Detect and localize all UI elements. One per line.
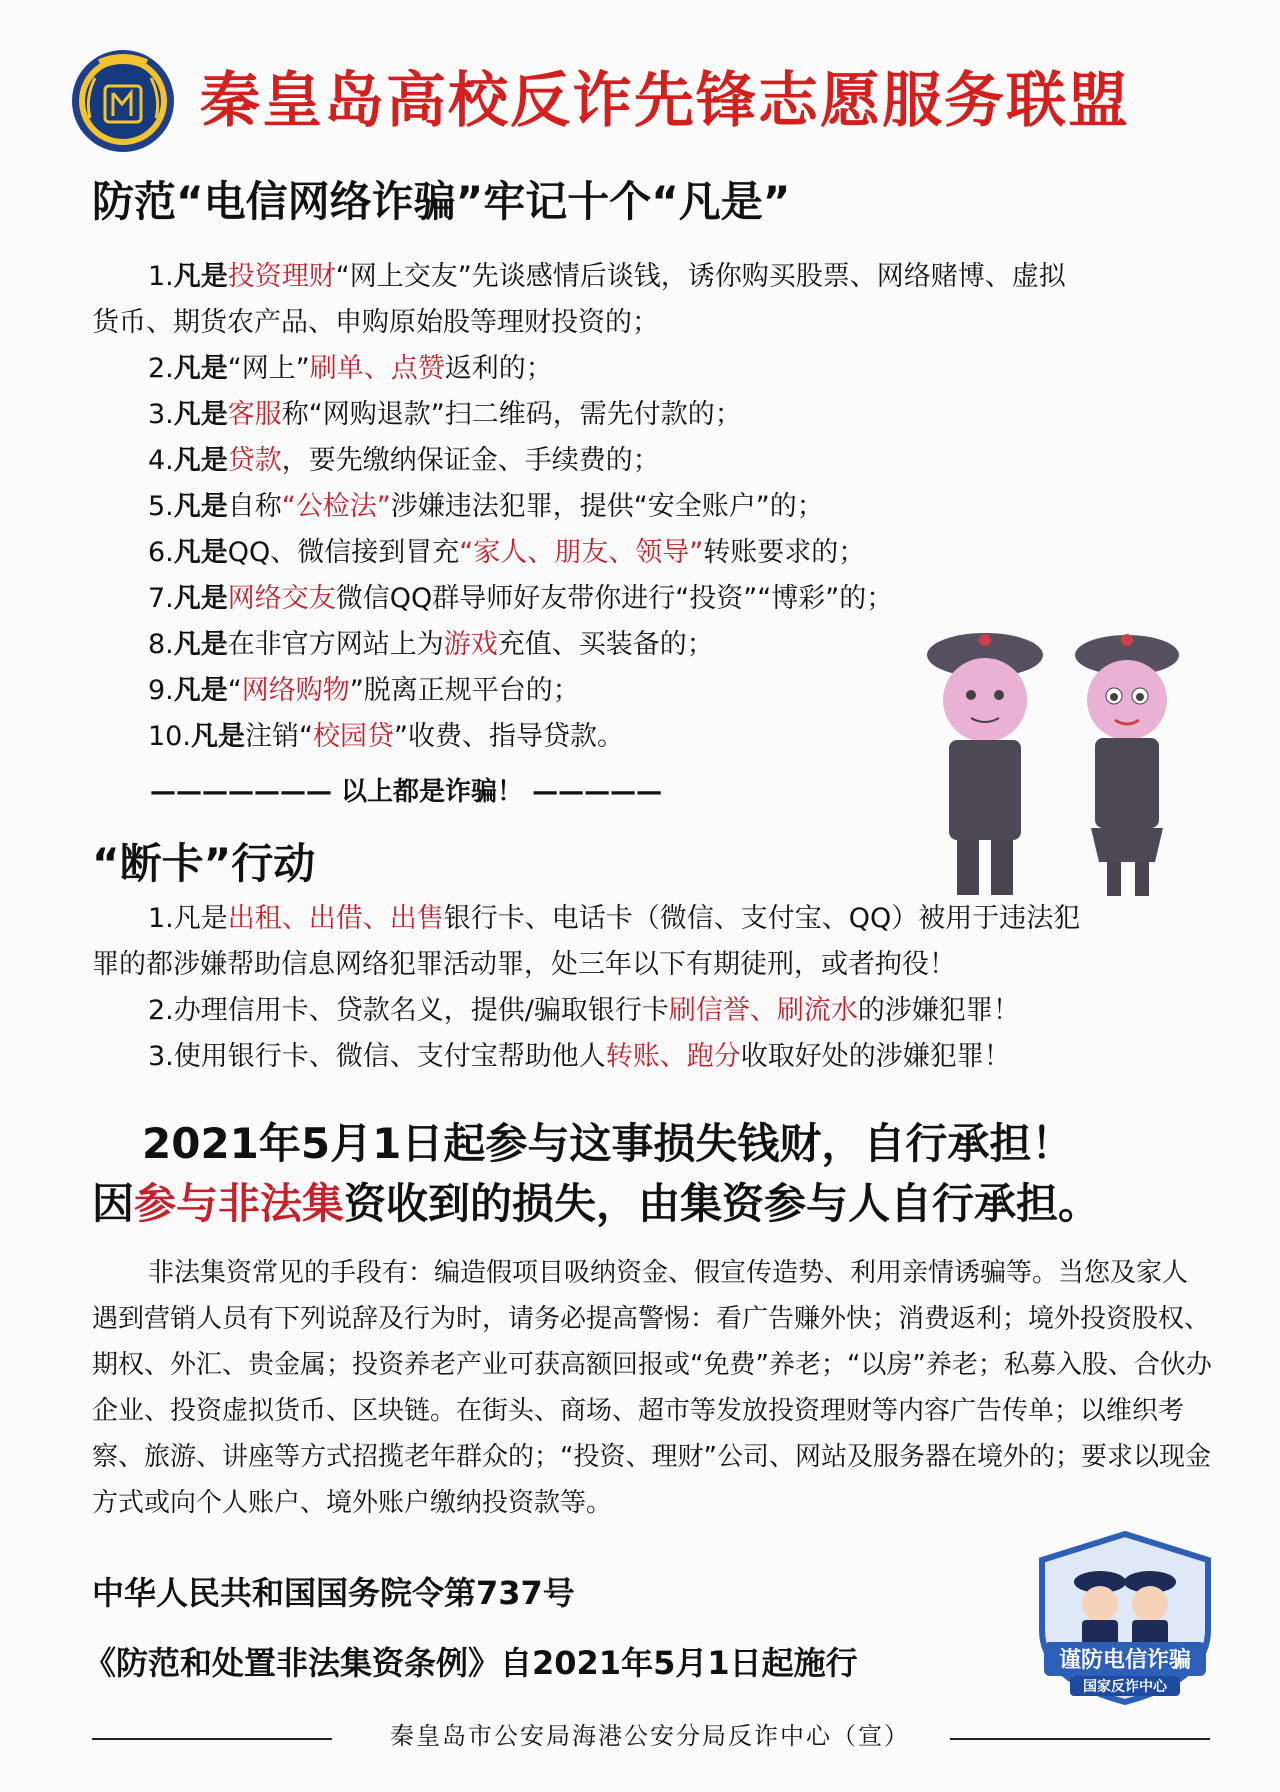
rule-number: 4. <box>148 445 174 476</box>
duanka-item-1-prefix: 1.凡是 <box>148 903 228 934</box>
rule-highlight: 游戏 <box>443 629 498 660</box>
illegal-fundraising-body <box>92 1250 1212 1526</box>
rule-text: 涉嫌违法犯罪，提供“安全账户”的； <box>390 491 824 522</box>
rule-text: 称“网购退款”扫二维码，需先付款的； <box>281 399 742 430</box>
police-officers-illustration <box>905 600 1205 900</box>
rule-keyword: 凡是 <box>173 261 228 292</box>
rule-highlight: 贷款 <box>227 445 282 476</box>
duanka-item-1-highlight: 出租、出借、出售 <box>227 903 444 934</box>
rule-keyword: 凡是 <box>173 399 228 430</box>
header <box>70 48 1230 158</box>
illegal-fundraising-text: 非法集资常见的手段有：编造假项目吸纳资金、假宣传造势、利用亲情诱骗等。当您及家人遇到营销人员有下列说辞及行为时，请务必提高警惕：看广告赚外快；消费返利；境外投资股权、期权、外汇、贵金属；投资养老产业可获高额回报或“免费”养老；“以房”养老；私募入股、合伙办企业、投资虚拟货币、区块链。在街头、商场、超市等发放投资理财等内容广告传单；以维织考察、旅游、讲座等方式招揽老年群众的；“投资、理财”公司、网站及服务器在境外的；要求以现金方式或向个人账户、境外账户缴纳投资款等。 <box>92 1258 1212 1518</box>
rule-item <box>148 484 824 530</box>
rule-keyword: 凡是 <box>173 583 228 614</box>
headline-illegal-fundraising <box>92 1176 1100 1232</box>
duanka-item-3 <box>148 1034 1011 1080</box>
rule-item <box>148 714 624 760</box>
rule-highlight: 网络交友 <box>227 583 336 614</box>
footer-issuer: 秦皇岛市公安局海港公安分局反诈中心（宣） <box>390 1722 910 1750</box>
section-title-duanka: “断卡”行动 <box>92 839 316 888</box>
rule-item <box>148 254 1066 300</box>
rule-number: 9. <box>148 675 174 706</box>
duanka-item-2-prefix: 2.办理信用卡、贷款名义，提供/骗取银行卡 <box>148 995 669 1026</box>
rule-number: 5. <box>148 491 174 522</box>
rule-text: 充值、买装备的； <box>497 629 714 660</box>
rule-number: 1. <box>148 261 174 292</box>
duanka-item-1-text: 银行卡、电话卡（微信、支付宝、QQ）被用于违法犯 <box>443 903 1081 934</box>
duanka-item-3-highlight: 转账、跑分 <box>605 1041 741 1072</box>
rule-highlight: 校园贷 <box>312 721 394 752</box>
headline-text: 资收到的损失，由集资参与人自行承担。 <box>344 1179 1101 1228</box>
rule-item <box>148 346 553 392</box>
rule-item <box>148 576 893 622</box>
rule-keyword: 凡是 <box>173 445 228 476</box>
fraud-divider: ——————— 以上都是诈骗！ ————— <box>150 777 663 807</box>
duanka-item-3-text: 收取好处的涉嫌犯罪！ <box>740 1041 1011 1072</box>
rule-text: ”脱离正规平台的； <box>349 675 580 706</box>
rule-prefix: 自称 <box>227 491 282 522</box>
rule-highlight: “家人、朋友、领导” <box>459 537 704 568</box>
rule-text: 转账要求的； <box>703 537 866 568</box>
duanka-item-2 <box>148 988 1020 1034</box>
headline-prefix: 因 <box>92 1179 135 1228</box>
rule-number: 3. <box>148 399 174 430</box>
rule-item <box>148 622 714 668</box>
footer-rule-right <box>950 1738 1210 1740</box>
rule-highlight: 客服 <box>227 399 282 430</box>
section-title-ten-rules: 防范“电信网络诈骗”牢记十个“凡是” <box>92 177 791 226</box>
rule-text: 微信QQ群导师好友带你进行“投资”“博彩”的； <box>335 583 894 614</box>
regulation-effective-date: 《防范和处置非法集资条例》自2021年5月1日起施行 <box>84 1644 858 1682</box>
rule-1-continuation: 货币、期货农产品、申购原始股等理财投资的； <box>92 307 659 338</box>
duanka-item-1 <box>148 896 1080 942</box>
rule-highlight: 刷单、点赞 <box>309 353 445 384</box>
rule-highlight: 网络购物 <box>241 675 350 706</box>
rule-keyword: 凡是 <box>173 491 228 522</box>
rule-number: 10. <box>148 721 191 752</box>
rule-keyword: 凡是 <box>173 629 228 660</box>
rule-highlight: “公检法” <box>281 491 391 522</box>
footer <box>0 1716 1280 1756</box>
rule-item <box>148 530 865 576</box>
duanka-item-1-continuation: 罪的都涉嫌帮助信息网络犯罪活动罪，处三年以下有期徒刑，或者拘役！ <box>92 949 956 980</box>
rule-item <box>148 438 660 484</box>
rule-prefix: “网上” <box>227 353 310 384</box>
state-council-decree: 中华人民共和国国务院令第737号 <box>92 1574 575 1612</box>
badge-org: 国家反诈中心 <box>1083 1679 1167 1695</box>
page-title: 秦皇岛高校反诈先锋志愿服务联盟 <box>200 66 1130 136</box>
badge-slogan: 谨防电信诈骗 <box>1058 1648 1191 1673</box>
rule-keyword: 凡是 <box>190 721 245 752</box>
rule-text: “网上交友”先谈感情后谈钱，诱你购买股票、网络赌博、虚拟 <box>335 261 1066 292</box>
headline-self-responsibility: 2021年5月1日起参与这事损失钱财，自行承担！ <box>142 1119 1074 1168</box>
duanka-item-2-text: 的涉嫌犯罪！ <box>857 995 1020 1026</box>
rule-number: 2. <box>148 353 174 384</box>
police-emblem-logo <box>70 48 176 154</box>
rule-prefix: 在非官方网站上为 <box>227 629 444 660</box>
rule-number: 7. <box>148 583 174 614</box>
rule-prefix: QQ、微信接到冒充 <box>227 537 460 568</box>
rule-keyword: 凡是 <box>173 675 228 706</box>
rule-text: 返利的； <box>444 353 553 384</box>
footer-rule-left <box>92 1738 332 1740</box>
rule-keyword: 凡是 <box>173 537 228 568</box>
duanka-item-3-prefix: 3.使用银行卡、微信、支付宝帮助他人 <box>148 1041 606 1072</box>
headline-highlight: 参与非法集 <box>134 1179 345 1228</box>
rule-number: 6. <box>148 537 174 568</box>
duanka-item-2-highlight: 刷信誉、刷流水 <box>668 995 858 1026</box>
rule-prefix: 注销“ <box>244 721 313 752</box>
rule-number: 8. <box>148 629 174 660</box>
rule-text: ”收费、指导贷款。 <box>393 721 624 752</box>
rule-item <box>148 392 742 438</box>
rule-highlight: 投资理财 <box>227 261 336 292</box>
rule-keyword: 凡是 <box>173 353 228 384</box>
rule-item <box>148 668 580 714</box>
rule-text: ，要先缴纳保证金、手续费的； <box>281 445 660 476</box>
rule-prefix: “ <box>227 675 242 706</box>
